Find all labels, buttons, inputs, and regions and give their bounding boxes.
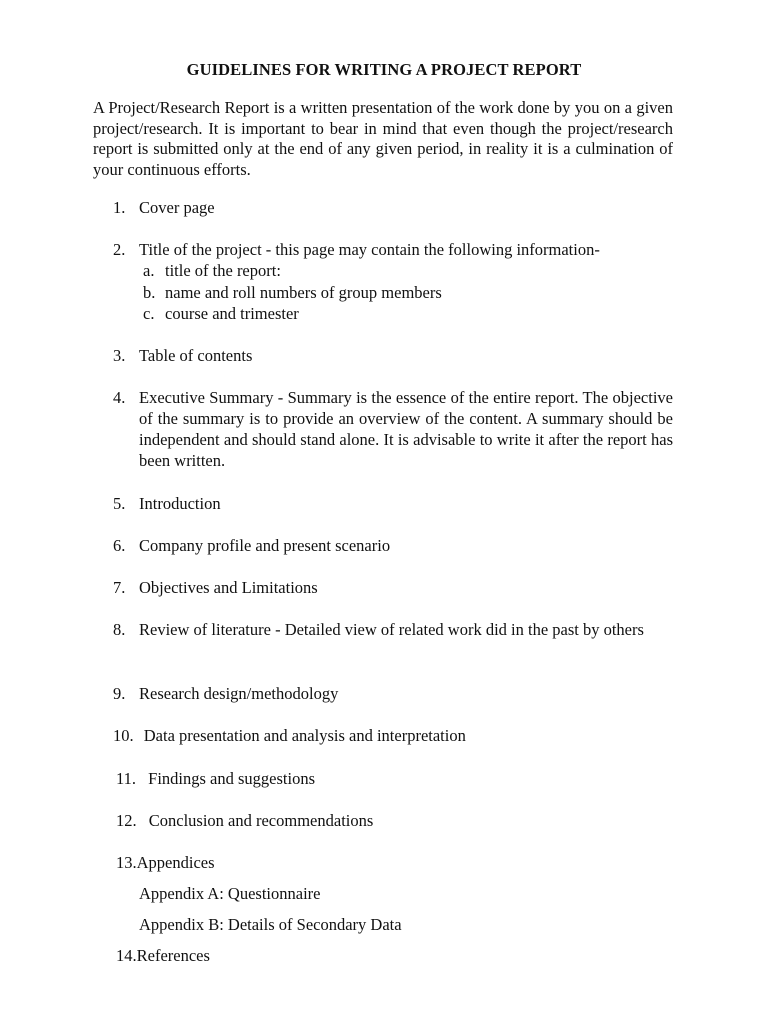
list-item-number: 3.: [113, 346, 126, 365]
list-item-text: Title of the project - this page may contain the following information-: [139, 240, 600, 259]
sub-list-item: [143, 282, 442, 303]
list-item-text: Cover page: [139, 198, 215, 217]
list-item: [116, 945, 210, 966]
list-item-text: Table of contents: [139, 346, 253, 365]
list-item: [116, 810, 373, 831]
list-item: [113, 725, 466, 746]
list-item-text: Review of literature - Detailed view of related work did in the past by others: [139, 620, 644, 639]
sub-list-letter: a.: [143, 261, 155, 280]
list-item-text: References: [136, 946, 210, 965]
list-item: [113, 239, 673, 260]
intro-paragraph: A Project/Research Report is a written presentation of the work done by you on a given project/research. It is important to bear in mind that even though the project/research report is submitted only at the end of any given period, in reality it is a culmination of your continuous efforts.: [93, 98, 673, 179]
sub-list-item: [143, 260, 281, 281]
list-item-text: Objectives and Limitations: [139, 578, 318, 597]
list-item-number: 9.: [113, 684, 126, 703]
list-item-number: 10.: [113, 726, 134, 745]
list-item-number: 13.: [116, 853, 137, 872]
sub-list-text: title of the report:: [165, 261, 281, 280]
list-item: [113, 619, 673, 640]
sub-list-text: course and trimester: [165, 304, 299, 323]
list-item-text: Findings and suggestions: [148, 769, 315, 788]
appendix-line: Appendix A: Questionnaire: [139, 884, 321, 903]
sub-list-item: [143, 303, 299, 324]
list-item: [116, 852, 215, 873]
list-item-text: Introduction: [139, 494, 221, 513]
list-item-number: 12.: [116, 811, 137, 830]
document-title: GUIDELINES FOR WRITING A PROJECT REPORT: [186, 60, 582, 79]
list-item-number: 1.: [113, 198, 126, 217]
list-item-number: 4.: [113, 388, 126, 407]
list-item: [113, 493, 673, 514]
sub-list-letter: b.: [143, 283, 156, 302]
appendix-line: Appendix B: Details of Secondary Data: [139, 915, 402, 934]
list-item-number: 11.: [116, 769, 137, 788]
sub-list-letter: c.: [143, 304, 155, 323]
list-item-text: Executive Summary - Summary is the essence of the entire report. The objective of the summary is to provide an overview of the content. A summary should be independent and should stand alone. It is advisable to write it after the report has been written.: [139, 388, 673, 470]
list-item-text: Conclusion and recommendations: [148, 811, 374, 830]
sub-list-text: name and roll numbers of group members: [165, 283, 442, 302]
list-item-text: Data presentation and analysis and interpretation: [143, 726, 466, 745]
list-item-text: Research design/methodology: [139, 684, 339, 703]
list-item-number: 5.: [113, 494, 126, 513]
list-item-number: 14.: [116, 946, 137, 965]
list-item: [113, 683, 673, 704]
list-item: [113, 387, 673, 471]
list-item-number: 7.: [113, 578, 126, 597]
list-item-number: 2.: [113, 240, 126, 259]
list-item-text: Appendices: [136, 853, 215, 872]
list-item-number: 8.: [113, 620, 126, 639]
list-item: [113, 345, 673, 366]
list-item-text: Company profile and present scenario: [139, 536, 391, 555]
list-item-number: 6.: [113, 536, 126, 555]
list-item: [113, 535, 673, 556]
list-item: [113, 197, 673, 218]
list-item: [116, 768, 315, 789]
list-item: [113, 577, 673, 598]
